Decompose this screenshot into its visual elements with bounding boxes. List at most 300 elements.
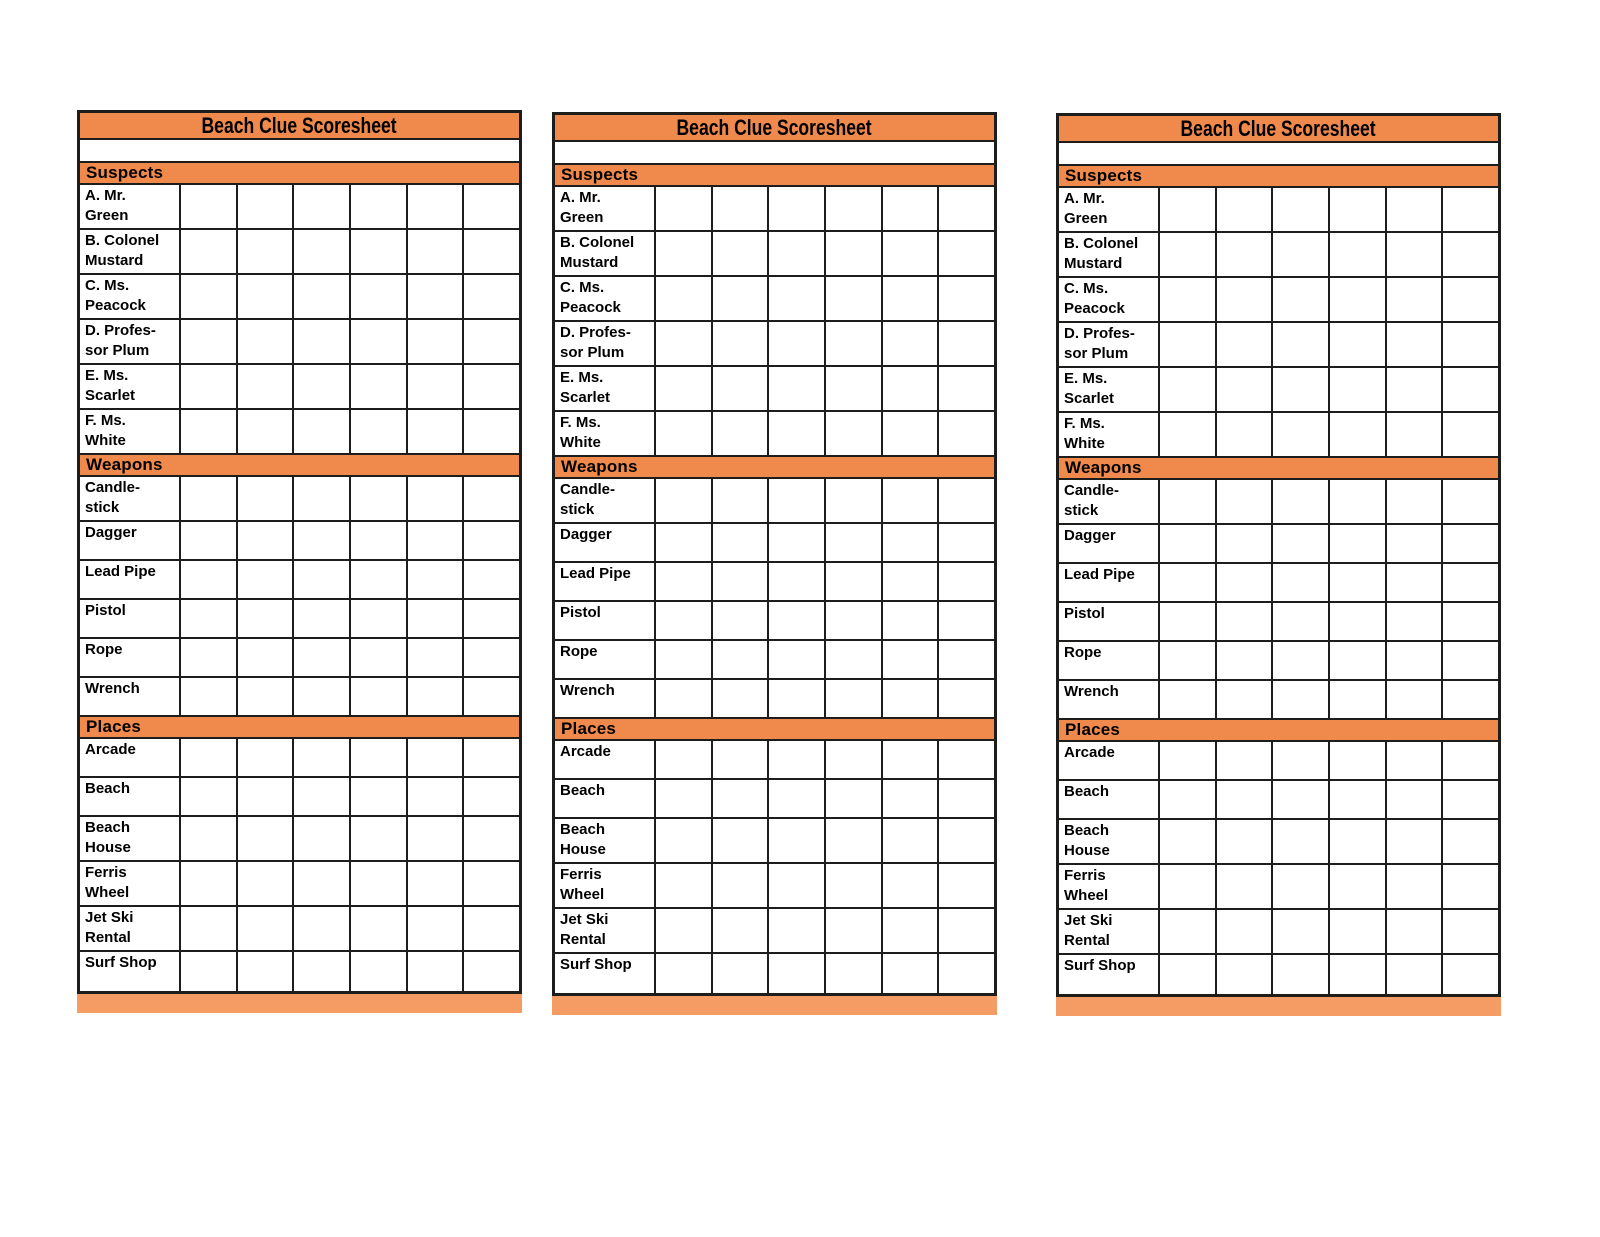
mark-cell: [1387, 525, 1444, 562]
row-label-line: Ferris: [1064, 867, 1106, 884]
mark-cell: [713, 412, 770, 455]
mark-cell: [1387, 278, 1444, 321]
mark-cell: [769, 864, 826, 907]
row-label-line: Beach: [1064, 783, 1110, 800]
mark-cell: [464, 477, 519, 520]
mark-cell: [1330, 480, 1387, 523]
row-label-line: Jet Ski: [1064, 912, 1113, 929]
mark-cell: [1160, 603, 1217, 640]
mark-cell: [1160, 910, 1217, 953]
mark-cell: [464, 862, 519, 905]
mark-cell: [1217, 525, 1274, 562]
row-label-line: Rental: [1064, 932, 1110, 949]
mark-cell: [238, 678, 295, 715]
row-label-line: White: [560, 434, 601, 451]
mark-cell: [713, 187, 770, 230]
blank-row: [80, 140, 519, 163]
row-wrench: [555, 680, 994, 719]
row-f-ms-white: [555, 412, 994, 457]
mark-cell: [294, 952, 351, 991]
mark-cell: [464, 320, 519, 363]
mark-cell: [1273, 820, 1330, 863]
mark-cell: [181, 639, 238, 676]
section-label: Places: [561, 719, 617, 738]
mark-cell: [1443, 781, 1498, 818]
mark-cell: [408, 230, 465, 273]
mark-cell: [769, 602, 826, 639]
mark-cell: [351, 561, 408, 598]
mark-cell: [238, 275, 295, 318]
row-label-line: Beach: [85, 819, 131, 836]
mark-cell: [1217, 233, 1274, 276]
sheet-title: Beach Clue Scoresheet: [201, 113, 398, 138]
mark-cell: [181, 477, 238, 520]
row-label: [80, 365, 181, 408]
mark-cell: [294, 410, 351, 453]
mark-cell: [939, 680, 994, 717]
row-label: [80, 561, 181, 598]
mark-cell: [464, 410, 519, 453]
mark-cell: [1330, 413, 1387, 456]
row-label-line: E. Ms.: [560, 369, 604, 386]
mark-cell: [351, 639, 408, 676]
row-label-line: Jet Ski: [560, 911, 609, 928]
mark-cell: [939, 819, 994, 862]
mark-cell: [1217, 480, 1274, 523]
mark-cell: [826, 741, 883, 778]
row-label: [555, 909, 656, 952]
mark-cell: [769, 741, 826, 778]
row-beach: [1059, 781, 1498, 820]
title-bar: [80, 113, 519, 140]
row-label: [555, 479, 656, 522]
mark-cell: [351, 739, 408, 776]
mark-cell: [769, 232, 826, 275]
row-candle-stick: [1059, 480, 1498, 525]
row-label-line: Peacock: [1064, 300, 1125, 317]
mark-cell: [656, 954, 713, 993]
row-label-line: sor Plum: [85, 342, 150, 359]
section-header-suspects: [555, 165, 994, 187]
mark-cell: [238, 639, 295, 676]
mark-cell: [656, 232, 713, 275]
mark-cell: [883, 277, 940, 320]
row-beach-house: [555, 819, 994, 864]
row-label-line: A. Mr.: [85, 187, 126, 204]
mark-cell: [351, 862, 408, 905]
mark-cell: [408, 862, 465, 905]
row-label-line: Beach: [1064, 822, 1110, 839]
row-label-line: Green: [560, 209, 604, 226]
row-label: [555, 367, 656, 410]
row-label: [80, 907, 181, 950]
sheet-title: Beach Clue Scoresheet: [1180, 116, 1377, 141]
row-label: [555, 322, 656, 365]
mark-cell: [883, 232, 940, 275]
row-label-line: Rope: [560, 643, 598, 660]
mark-cell: [1443, 368, 1498, 411]
mark-cell: [1273, 480, 1330, 523]
mark-cell: [769, 780, 826, 817]
mark-cell: [351, 778, 408, 815]
mark-cell: [1273, 642, 1330, 679]
row-label-line: Dagger: [560, 526, 612, 543]
mark-cell: [1330, 188, 1387, 231]
scoresheet-table: [1056, 113, 1501, 997]
mark-cell: [181, 410, 238, 453]
row-label-line: Wheel: [85, 884, 130, 901]
mark-cell: [1443, 413, 1498, 456]
mark-cell: [351, 678, 408, 715]
row-label-line: Peacock: [85, 297, 146, 314]
row-label: [1059, 681, 1160, 718]
mark-cell: [1160, 413, 1217, 456]
mark-cell: [1443, 233, 1498, 276]
mark-cell: [826, 479, 883, 522]
mark-cell: [713, 524, 770, 561]
row-label-line: C. Ms.: [85, 277, 130, 294]
section-header-weapons: [555, 457, 994, 479]
mark-cell: [294, 477, 351, 520]
row-b-colonel-mustard: [1059, 233, 1498, 278]
mark-cell: [1443, 820, 1498, 863]
mark-cell: [713, 780, 770, 817]
mark-cell: [351, 275, 408, 318]
row-label: [1059, 233, 1160, 276]
mark-cell: [1387, 642, 1444, 679]
mark-cell: [351, 185, 408, 228]
mark-cell: [1387, 781, 1444, 818]
row-beach: [80, 778, 519, 817]
row-label: [1059, 413, 1160, 456]
sheet-body: [80, 163, 519, 991]
mark-cell: [769, 563, 826, 600]
row-label-line: Pistol: [1064, 605, 1105, 622]
row-b-colonel-mustard: [555, 232, 994, 277]
row-label: [80, 275, 181, 318]
mark-cell: [1387, 413, 1444, 456]
row-label-line: B. Colonel: [1064, 235, 1139, 252]
mark-cell: [939, 367, 994, 410]
mark-cell: [351, 230, 408, 273]
mark-cell: [1217, 278, 1274, 321]
mark-cell: [464, 600, 519, 637]
mark-cell: [294, 365, 351, 408]
row-label: [1059, 955, 1160, 994]
row-label-line: stick: [85, 499, 120, 516]
mark-cell: [464, 778, 519, 815]
row-pistol: [1059, 603, 1498, 642]
section-header-places: [80, 717, 519, 739]
mark-cell: [238, 952, 295, 991]
mark-cell: [1160, 480, 1217, 523]
section-header-suspects: [80, 163, 519, 185]
mark-cell: [1273, 368, 1330, 411]
mark-cell: [408, 185, 465, 228]
row-label-line: Jet Ski: [85, 909, 134, 926]
row-label-line: Scarlet: [560, 389, 611, 406]
mark-cell: [408, 600, 465, 637]
mark-cell: [769, 680, 826, 717]
mark-cell: [656, 367, 713, 410]
mark-cell: [1273, 681, 1330, 718]
mark-cell: [883, 819, 940, 862]
row-arcade: [1059, 742, 1498, 781]
mark-cell: [1443, 742, 1498, 779]
row-label: [1059, 480, 1160, 523]
blank-row: [555, 142, 994, 165]
mark-cell: [1160, 742, 1217, 779]
row-label-line: stick: [560, 501, 595, 518]
mark-cell: [769, 187, 826, 230]
mark-cell: [181, 739, 238, 776]
mark-cell: [238, 320, 295, 363]
row-e-ms-scarlet: [1059, 368, 1498, 413]
row-label-line: Beach: [560, 821, 606, 838]
mark-cell: [464, 185, 519, 228]
row-label-line: B. Colonel: [560, 234, 635, 251]
row-label-line: D. Profes-: [85, 322, 156, 339]
mark-cell: [351, 410, 408, 453]
row-label: [1059, 368, 1160, 411]
row-label: [1059, 910, 1160, 953]
mark-cell: [1330, 681, 1387, 718]
mark-cell: [1387, 681, 1444, 718]
row-candle-stick: [80, 477, 519, 522]
mark-cell: [351, 477, 408, 520]
mark-cell: [1443, 642, 1498, 679]
section-header-weapons: [1059, 458, 1498, 480]
mark-cell: [238, 561, 295, 598]
mark-cell: [351, 522, 408, 559]
row-label: [80, 862, 181, 905]
row-label-line: Rental: [85, 929, 131, 946]
mark-cell: [826, 641, 883, 678]
mark-cell: [238, 739, 295, 776]
row-label: [555, 819, 656, 862]
mark-cell: [769, 479, 826, 522]
mark-cell: [713, 367, 770, 410]
row-label: [555, 412, 656, 455]
row-rope: [555, 641, 994, 680]
mark-cell: [1160, 865, 1217, 908]
mark-cell: [1160, 323, 1217, 366]
mark-cell: [1330, 278, 1387, 321]
mark-cell: [939, 277, 994, 320]
row-label: [1059, 603, 1160, 640]
row-label: [80, 952, 181, 991]
row-label: [1059, 188, 1160, 231]
mark-cell: [464, 639, 519, 676]
mark-cell: [1443, 480, 1498, 523]
mark-cell: [883, 780, 940, 817]
mark-cell: [826, 412, 883, 455]
row-label: [555, 524, 656, 561]
mark-cell: [1330, 323, 1387, 366]
mark-cell: [294, 817, 351, 860]
section-label: Places: [1065, 720, 1121, 739]
row-e-ms-scarlet: [555, 367, 994, 412]
mark-cell: [1273, 781, 1330, 818]
mark-cell: [656, 277, 713, 320]
mark-cell: [939, 524, 994, 561]
mark-cell: [351, 600, 408, 637]
mark-cell: [939, 741, 994, 778]
row-rope: [80, 639, 519, 678]
mark-cell: [464, 739, 519, 776]
mark-cell: [713, 819, 770, 862]
row-label-line: White: [85, 432, 126, 449]
row-label-line: F. Ms.: [85, 412, 126, 429]
mark-cell: [181, 678, 238, 715]
row-label: [80, 817, 181, 860]
row-label-line: Mustard: [85, 252, 144, 269]
row-label-line: House: [560, 841, 606, 858]
mark-cell: [769, 322, 826, 365]
mark-cell: [883, 563, 940, 600]
section-header-places: [555, 719, 994, 741]
mark-cell: [1217, 564, 1274, 601]
mark-cell: [1387, 480, 1444, 523]
mark-cell: [656, 322, 713, 365]
row-candle-stick: [555, 479, 994, 524]
row-label-line: F. Ms.: [560, 414, 601, 431]
mark-cell: [939, 954, 994, 993]
row-label-line: sor Plum: [1064, 345, 1129, 362]
mark-cell: [1273, 233, 1330, 276]
mark-cell: [826, 563, 883, 600]
row-label-line: C. Ms.: [560, 279, 605, 296]
sheet-body: [1059, 166, 1498, 994]
mark-cell: [1273, 413, 1330, 456]
mark-cell: [939, 412, 994, 455]
mark-cell: [464, 817, 519, 860]
row-label: [1059, 781, 1160, 818]
row-label: [80, 639, 181, 676]
row-b-colonel-mustard: [80, 230, 519, 275]
row-c-ms-peacock: [555, 277, 994, 322]
row-label-line: Candle-: [560, 481, 616, 498]
row-lead-pipe: [1059, 564, 1498, 603]
row-label: [1059, 323, 1160, 366]
mark-cell: [1443, 564, 1498, 601]
row-label-line: Beach: [560, 782, 606, 799]
row-label-line: A. Mr.: [560, 189, 601, 206]
row-label-line: Lead Pipe: [1064, 566, 1135, 583]
mark-cell: [939, 187, 994, 230]
mark-cell: [464, 275, 519, 318]
section-label: Suspects: [561, 165, 639, 184]
row-d-profes-sor-plum: [1059, 323, 1498, 368]
mark-cell: [1330, 820, 1387, 863]
mark-cell: [1387, 820, 1444, 863]
row-label-line: C. Ms.: [1064, 280, 1109, 297]
row-f-ms-white: [80, 410, 519, 455]
row-label: [555, 864, 656, 907]
mark-cell: [294, 639, 351, 676]
row-a-mr-green: [555, 187, 994, 232]
row-label: [555, 187, 656, 230]
mark-cell: [883, 641, 940, 678]
mark-cell: [351, 952, 408, 991]
row-d-profes-sor-plum: [80, 320, 519, 365]
row-arcade: [555, 741, 994, 780]
mark-cell: [408, 477, 465, 520]
mark-cell: [883, 741, 940, 778]
mark-cell: [939, 322, 994, 365]
mark-cell: [656, 864, 713, 907]
row-dagger: [1059, 525, 1498, 564]
mark-cell: [1330, 642, 1387, 679]
row-pistol: [80, 600, 519, 639]
mark-cell: [1217, 188, 1274, 231]
row-label-line: White: [1064, 435, 1105, 452]
row-label-line: Wheel: [560, 886, 605, 903]
mark-cell: [883, 479, 940, 522]
mark-cell: [181, 600, 238, 637]
mark-cell: [1330, 865, 1387, 908]
mark-cell: [181, 320, 238, 363]
mark-cell: [656, 602, 713, 639]
row-label-line: Candle-: [85, 479, 141, 496]
mark-cell: [1387, 188, 1444, 231]
row-a-mr-green: [1059, 188, 1498, 233]
mark-cell: [181, 907, 238, 950]
row-wrench: [1059, 681, 1498, 720]
mark-cell: [1217, 413, 1274, 456]
row-label: [80, 739, 181, 776]
mark-cell: [1273, 742, 1330, 779]
row-label: [80, 522, 181, 559]
mark-cell: [1217, 781, 1274, 818]
scoresheet: [1056, 113, 1501, 1016]
mark-cell: [769, 819, 826, 862]
mark-cell: [1273, 188, 1330, 231]
mark-cell: [294, 600, 351, 637]
mark-cell: [826, 780, 883, 817]
mark-cell: [1217, 910, 1274, 953]
row-beach: [555, 780, 994, 819]
mark-cell: [939, 563, 994, 600]
mark-cell: [1387, 955, 1444, 994]
mark-cell: [1330, 564, 1387, 601]
mark-cell: [1387, 603, 1444, 640]
mark-cell: [1217, 820, 1274, 863]
mark-cell: [294, 678, 351, 715]
row-label-line: Ferris: [85, 864, 127, 881]
mark-cell: [713, 954, 770, 993]
mark-cell: [1330, 233, 1387, 276]
row-label-line: Mustard: [560, 254, 619, 271]
row-label-line: Rental: [560, 931, 606, 948]
mark-cell: [939, 864, 994, 907]
mark-cell: [656, 563, 713, 600]
mark-cell: [939, 479, 994, 522]
row-label-line: Dagger: [1064, 527, 1116, 544]
mark-cell: [1387, 323, 1444, 366]
mark-cell: [826, 524, 883, 561]
mark-cell: [294, 778, 351, 815]
row-surf-shop: [555, 954, 994, 993]
mark-cell: [826, 232, 883, 275]
row-label-line: Pistol: [85, 602, 126, 619]
mark-cell: [1443, 323, 1498, 366]
mark-cell: [181, 862, 238, 905]
mark-cell: [1330, 603, 1387, 640]
mark-cell: [826, 367, 883, 410]
mark-cell: [408, 561, 465, 598]
row-e-ms-scarlet: [80, 365, 519, 410]
